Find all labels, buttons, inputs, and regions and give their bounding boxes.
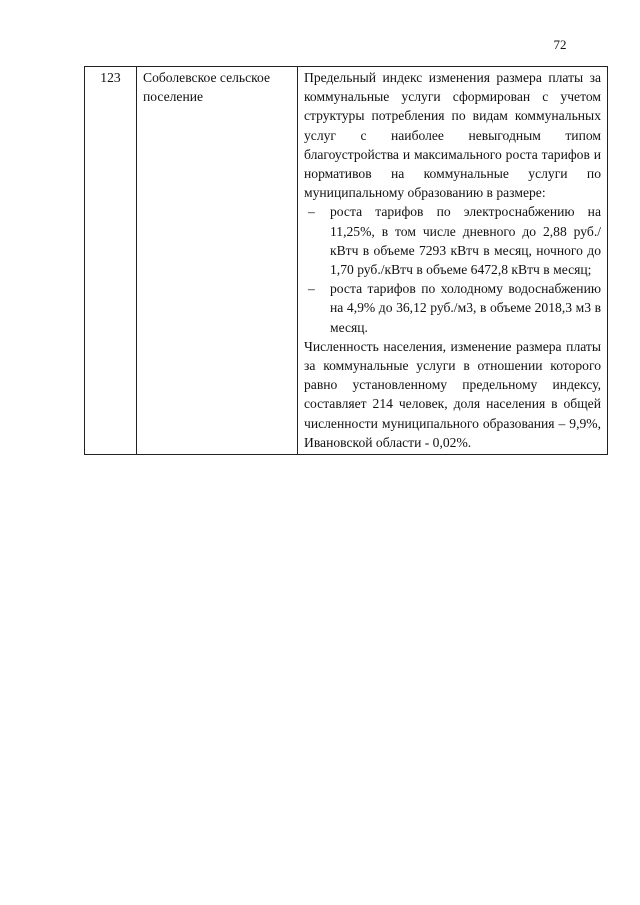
electricity-tariff-text: роста тарифов по электроснабжению на 11,25%, в том числе дневного до 2,88 руб./кВтч в объеме 7293 кВтч в месяц, ночного до 1,70 руб./кВтч в объеме 6472,8 кВтч в месяц; <box>330 204 601 278</box>
dash-bullet-icon: – <box>308 204 315 220</box>
water-tariff-text: роста тарифов по холодному водоснабжению на 4,9% до 36,12 руб./м3, в объеме 2018,3 м3 в месяц. <box>330 281 601 335</box>
municipality-index-table <box>84 66 608 455</box>
page-number: 72 <box>553 37 567 52</box>
population-summary-paragraph: Численность населения, изменение размера платы за коммунальные услуги в отношении которого равно установленному предельному индексу, составляет 214 человек, доля населения в общей численности муниципального образования – 9,9%, Ивановской области - 0,02%. <box>304 338 601 450</box>
table-row <box>85 67 608 455</box>
index-intro-paragraph: Предельный индекс изменения размера платы за коммунальные услуги сформирован с учетом структуры потребления по видам коммунальных услуг с наиболее невыгодным типом благоустройства и максимального роста тарифов и нормативов на коммунальные услуги по муниципальному образованию в размере: <box>304 70 601 201</box>
municipality-name-cell: Соболевское сельское поселение <box>137 67 298 455</box>
list-item <box>304 279 601 337</box>
row-number-cell: 123 <box>85 67 137 455</box>
dash-bullet-icon: – <box>308 281 315 297</box>
list-item <box>304 202 601 279</box>
description-cell <box>298 67 608 455</box>
